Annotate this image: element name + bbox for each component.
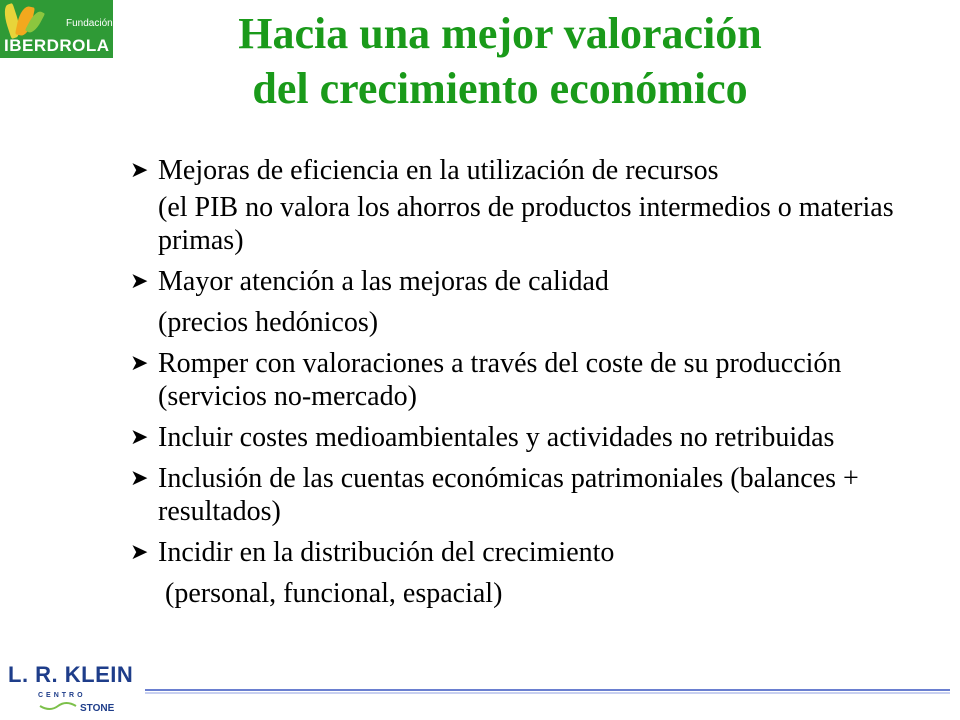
arrowhead-icon: ➤ [130, 269, 149, 294]
bullet-text: Incluir costes medioambientales y actividades no retribuidas [158, 422, 835, 453]
bullet-continuation: (el PIB no valora los ahorros de productos intermedios o materias primas) [158, 192, 894, 256]
logo-centro: CENTRO [38, 692, 86, 699]
bullet-text: Incidir en la distribución del crecimiento [158, 537, 615, 568]
klein-centro-stone-logo [0, 660, 140, 720]
slide-title [140, 6, 860, 116]
logo-brand: IBERDROLA [4, 36, 110, 55]
title-line-1: Hacia una mejor valoración [238, 9, 762, 58]
logo-klein-name: L. R. KLEIN [8, 662, 134, 687]
logo-subtitle: Fundación [66, 18, 113, 29]
title-line-2: del crecimiento económico [252, 64, 748, 113]
footer-rule [145, 689, 950, 691]
bullet-text: Romper con valoraciones a través del coste de su producción (servicios no-mercado) [158, 348, 842, 412]
bullet-text: Inclusión de las cuentas económicas patrimoniales (balances + resultados) [158, 463, 859, 527]
fundacion-iberdrola-logo [0, 0, 113, 58]
bullet-list [130, 154, 930, 610]
arrowhead-icon: ➤ [130, 158, 149, 183]
bullet-item [130, 347, 930, 413]
bullet-item [130, 154, 930, 187]
arrowhead-icon: ➤ [130, 351, 149, 376]
bullet-item [130, 462, 930, 528]
bullet-item [130, 421, 930, 454]
arrowhead-icon: ➤ [130, 540, 149, 565]
bullet-text: Mejoras de eficiencia en la utilización de recursos [158, 155, 719, 186]
bullet-item [130, 536, 930, 569]
arrowhead-icon: ➤ [130, 425, 149, 450]
logo-stone: STONE [80, 703, 115, 714]
bullet-continuation: (precios hedónicos) [158, 307, 379, 338]
arrowhead-icon: ➤ [130, 466, 149, 491]
swoosh-icon [38, 700, 78, 712]
bullet-continuation: (personal, funcional, espacial) [158, 578, 503, 609]
bullet-item [130, 265, 930, 298]
bullet-text: Mayor atención a las mejoras de calidad [158, 266, 609, 297]
